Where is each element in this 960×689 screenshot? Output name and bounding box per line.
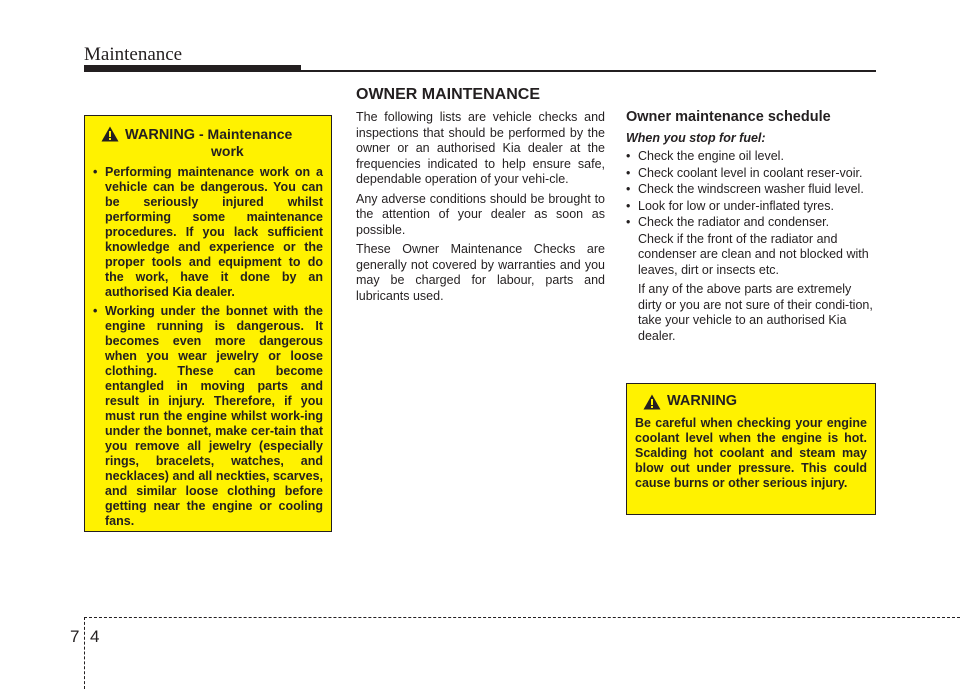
header-rule-thick [84, 65, 301, 72]
maintenance-schedule [626, 110, 878, 348]
header-title: Maintenance [84, 44, 183, 65]
warning-subtitle-1: - Maintenance [198, 126, 293, 142]
warning-triangle-icon [101, 126, 119, 142]
body-paragraph: These Owner Maintenance Checks are generally not covered by warranties and you may be charged for labour, parts and lubricants used. [356, 242, 605, 303]
header-rule-thin [301, 70, 876, 72]
warning-box-maintenance [84, 115, 332, 532]
body-paragraph: The following lists are vehicle checks and inspections that should be performed by the owner or an authorised Kia dealer at the frequencies indicated to help ensure safe, dependable operation of your vehi-cle. [356, 110, 605, 186]
schedule-item: • Look for low or under-inflated tyres. [626, 199, 878, 215]
warning-triangle-icon [643, 394, 661, 410]
warning-header [635, 394, 867, 410]
body-text [356, 110, 605, 308]
warning-bullet: • Working under the bonnet with the engine running is dangerous. It becomes even more dangerous when you wear jewelry or loose clothing. These can become entangled in moving parts and result in injury. Therefore, if you must run the engine whilst work-ing under the bonnet, make cer-tain that you remove all jewelry (especially rings, bracelets, watches, and necklaces) and all neckties, scarves, and similar loose clothing before getting near the engine or cooling fans. [93, 304, 323, 529]
footer-rule-horizontal [84, 617, 960, 618]
warning-header [93, 126, 323, 159]
schedule-title: Owner maintenance schedule [626, 109, 831, 125]
schedule-item: • Check coolant level in coolant reser-voir. [626, 166, 878, 182]
schedule-note: If any of the above parts are extremely dirty or you are not sure of their condi-tion, take your vehicle to an authorised Kia dealer. [638, 282, 873, 343]
footer-rule-vertical [84, 617, 86, 689]
body-paragraph: Any adverse conditions should be brought to the attention of your dealer as soon as possible. [356, 191, 605, 237]
schedule-subtitle: When you stop for fuel: [626, 130, 766, 145]
warning-subtitle-2: work [211, 143, 244, 159]
page-chapter: 7 [70, 627, 80, 646]
schedule-note: Check if the front of the radiator and condenser are clean and not blocked with leaves, dirt or insects etc. [638, 231, 869, 277]
section-title: OWNER MAINTENANCE [356, 86, 540, 103]
schedule-item: • Check the windscreen washer fluid level. [626, 182, 878, 198]
schedule-item: • Check the engine oil level. [626, 149, 878, 165]
page-number: 4 [90, 627, 100, 646]
schedule-item: • Check the radiator and condenser. [626, 215, 878, 231]
warning-box-coolant [626, 383, 876, 515]
warning-label: WARNING [125, 127, 196, 143]
warning-bullet: • Performing maintenance work on a vehicle can be dangerous. You can be seriously injured whilst performing some maintenance procedures. If you lack sufficient knowledge and experience or the proper tools and equipment to do the work, have it done by an authorised Kia dealer. [93, 165, 323, 300]
warning-label: WARNING [667, 393, 738, 409]
warning-text: Be careful when checking your engine coolant level when the engine is hot. Scalding hot coolant and steam may blow out under pressure. This could cause burns or other serious injury. [635, 416, 867, 490]
